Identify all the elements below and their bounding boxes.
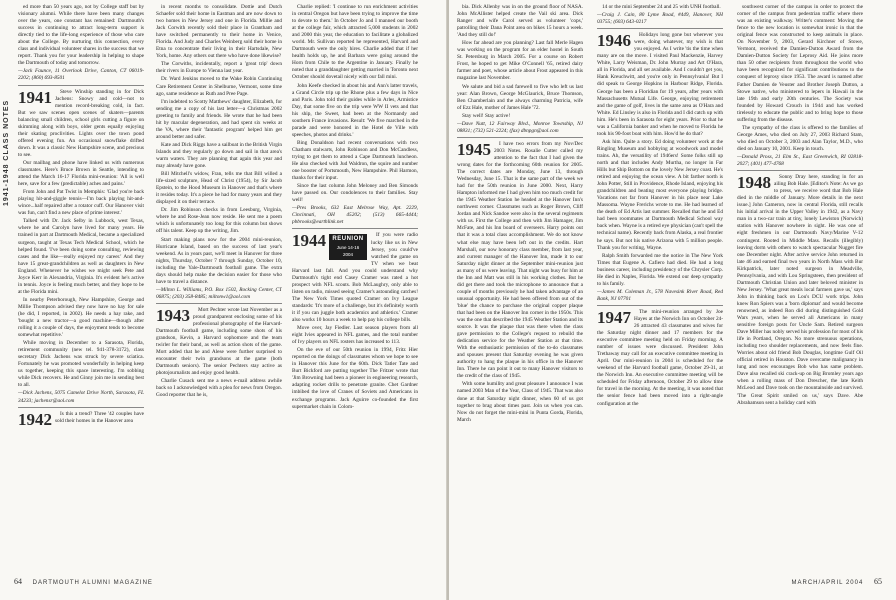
paragraph: Our mailbag and phone have linked us with numerous classmates. Here's Bruce Brown in Seattle, intending to attend the March 16-17 Florida mini-reunion: 'All is well here, save for a few (predictable) aches and pains.'	[18, 159, 144, 188]
right-page	[449, 0, 896, 600]
paragraph: Holidays long gone but wherever you were, doing whatever, my wish is that you enjoyed. As I write 'tis the time when many are on the move. I visited Paul Mackenzie, Harvey White, Larry Weisman, Dr. John Murray and Art O'Hara, all in Florida, and all set available. And I couldn't get you, Hank Kreuchwitt, and you're only in Pennsylvania! But I did speak to George Hopkins in Harbour Ridge, Florida. George has been a Floridian for 19 years, after years with Massachusetts Mutual Life. George, enjoying retirement and the game of golf, lives in the same area as O'Hara and White. Ed Linsley is also in Florida and I did catch up with him. He's been in Sarasota for eight years. Prior to that he was a California banker and when he moved to Florida he took his 90-foot boat with him. How'd he do that?	[597, 32, 723, 137]
signature: —Pres Brooks, 632 East Melrose Way, Apt. 2229, Cincinnati, OH 45202; (513) 665-4444; pbbrooks@earthlink.net	[292, 205, 418, 226]
right-column-1	[457, 4, 583, 571]
paragraph: Ralph Smith forwarded me the notice in The New York Times that Eugene A. Cafiero had died. He had a long business career, including presidency of the Chrysler Corp. He died in Naples, Florida. We extend our deep sympathy to his family.	[597, 252, 723, 287]
paragraph: I have two errors from my Nov/Dec 2003 Notes. Rosalie Cutter called my attention to the fact that I had given the wrong dates for the forthcoming 60th reunion for 2005. The correct dates are Monday, June 13, through Wednesday, June 15. That is the same part of the week we had for the 50th reunion in June 2000. Next, Harry Hampton informed me I had given him too much credit for the 1945 Weather Station he headed at the Hanover Inn's northwest corner. Classmates such as Roger Brown, Cliff Jordan and Nick Sandoe were also in the several regiments with us. First the College and then with Jim Hamager, Jim McFate, and his Inn board of overseers. Harry points out that it was a total class accomplishment. We do not know what else may have been left out in the credits. Hart Marshall, our now honorary class member, from last year, and current manager of the Hanover Inn, made it to our Saturday night dinner at the September mini-reunion just as many of us were leaving. That night was busy for him at the Inn and Matt was still in his working clothes. But he did get there and took the microphone to announce that a couple of months previously he had taken advantage of an unusual opportunity. He had been offered from out of the 'blue' the chance to purchase the original copper plaque that had been on the Hanover Inn corner in the 1950s. This was the one that described the 1945 Weather Station and its source. It was the plaque that was there when the class gave permission to the College's request to rebuild the dedication service for the Weather Station at that time. With the enthusiastic permission of the to-do classmates and spouses present that Saturday evening he was given authority to hang the plaque in his office in the Hanover Inn. There he can point it out to many Hanover visitors to the credit of the class of 1945.	[457, 140, 583, 380]
paragraph: Charlie Cusack sent me a news e-mail address awhile back so I acknowledged with a plea for news from Oregon. Good reporter that he is,	[156, 378, 282, 399]
reunion-badge	[329, 234, 367, 259]
right-column-2	[597, 4, 723, 571]
signature: —Milton L. Williams, P.O. Box 1502, Rocking Center, CT 06875; (203) 358-8485; miltonw1@aol.com	[156, 286, 282, 300]
left-page	[0, 0, 447, 600]
paragraph: Bill Mitchell's widow, Fran, tells me that Bill willed a life-sized sculpture, Head of Christ (1954), by Sir Jacob Epstein, to the Hood Museum in Hanover and that's where it resides today. It's a piece he had for many years and they displayed it on their terrace.	[156, 171, 282, 206]
divider	[18, 407, 144, 408]
divider	[457, 137, 583, 138]
paragraph: Bing Donaldson had recent conversations with two Chatham stalwarts, John Robinson and Don McCandless, trying to get them to attend a Cape Dartmouth luncheon. He also checked with Jud Waldron, the squire and number one booster of Portsmouth, New Hampshire. Phil Harmon, thanks for their input.	[292, 139, 418, 182]
signature: —Dave Nutt, 12 Fairway Blvd., Monroe Township, NJ 08831; (732) 521-2224; (fax) dbnpgn@aol.com	[457, 120, 583, 134]
divider	[737, 170, 863, 171]
paragraph: While moving in December to a Sarasota, Florida, retirement community (new tel. 941-378-3172), class secretary Dick Jachens was struck by severe sciatica. Fortunately he was promoted wonderfully in helping keep us together, keeping this space interesting. I'm sobbing while Dick recovers. He and Ginny join me in sending best to all.	[18, 340, 144, 389]
class-year-heading: 1943	[156, 305, 190, 325]
paragraph: The mini-reunion arranged by Joe Hayes at the Norwich Inn on October 24-26 attracted 43 classmates and wives for the Saturday night dinner and 17 members for the executive committee meeting held on Friday morning. A number of issues were discussed. President John Trethaway may call for an executive committee meeting in April. Our mini-reunion in 2004 is scheduled for the weekend of the Harvard football game, October 29-31, at the Norwich Inn. An executive committee meeting will be scheduled for Friday afternoon, October 29 to allow time for travel in the morning. At the meeting, it was noted that the senior fence had been moved into a right-angle configuration at the	[597, 308, 723, 407]
signature: —Craig J. Cain, 80 Lyme Road, #449, Hanover, NH 03755; (603) 643-0217	[597, 12, 723, 26]
paragraph: John Keefe checked in about his and Ann's latter travels, a Grand Circle trip up the Rhone plus a few days in Nice and Paris. John told their guides while in Arles, Armistice Day, that some five on the trip were WW II vets and that his ship, the Sweet, had been at the Normandy and southern France invasions. Result: 'We five marched in the parade and were honored in the Hotel de Ville with speeches, photos and drinks.'	[292, 82, 418, 138]
paragraph: Dr. Jim Robinson checks in from Leesburg, Virginia, where he and Rose-Jean now reside. He sent me a poem which is unfortunately too long for this column but shows off his talent. Keep up the writing, Jim.	[156, 207, 282, 235]
paragraph: The Corwiths, incidentally, report a 'great trip' down their rivers in Europe to Vienna last year.	[156, 61, 282, 75]
divider	[597, 305, 723, 306]
class-year-heading: 1942	[18, 409, 52, 429]
paragraph: southwest corner of the campus in order to protect the corner of the campus from pedestrian traffic where there was an existing walkway. Writer's comment: Moving the fence to the new location is somewhat ironic in that the original fence was constructed to keep animals in place. On November 9, 2003, Gerard Kirchner of Stowe, Vermont, received the Damien-Dutton Award from the Damien-Dutton Society for Leprosy Aid. He joins more than 50 other recipients from throughout the world who have been recognized for significant contributions to the conquest of leprosy since 1953. The award is named after Father Damien de Veuster and Brother Joseph Dutton, a Stowe native, who ministered to lepers in Hawaii in the late 19th and early 20th centuries. The Society was founded by Howard Crouch in 1944 and has worked tirelessly to educate the public and to bring hope to those suffering from the disease.	[737, 4, 863, 123]
paragraph: Steve Winship standing in for Dick Jachens: Snowy and cold—not to mention record-breaking cold, in fact. But we saw scenes open scenes of skaters—parents balancing small children, school girls cutting a figure on skimming along with boys, older gents equally enjoying their skating proclivities. Lights over the town pond offered evening fun. An occasional snowflake drifted down. It was a classic New Hampshire scene, and precious to see.	[18, 88, 144, 158]
paragraph: From John and Pat Twist in Memphis: 'Glad you're back playing hit-and-giggle tennis—I'm back playing hit-and-wince...half repaired after a rotator cuff. Our Hanover visit was fun, can't find a new place of prime interest.'	[18, 189, 144, 217]
signature: —Jack Faunce, 11 Overlook Drive, Canton, CT 06019-2202; (860) 693-8501	[18, 68, 144, 82]
class-year-heading: 1945	[457, 139, 491, 159]
paragraph: We salute and bid a sad farewell to five who left us last year: Alan Brown, George McGlaurick, Bruce Thomson, Ben Chamberlain and the always charming Patricia, wife of Ezz Hale, mother of James Hale '72.	[457, 83, 583, 111]
reunion-year: 2004	[342, 251, 353, 257]
magazine-title: DARTMOUTH ALUMNI MAGAZINE	[32, 580, 153, 586]
page-number: 65	[874, 577, 882, 586]
paragraph: Kate and Dick Riggs have a sailboat in the British Virgin Islands and they regularly go down and sail in that area's warm waters. They are planning that again this year and may already have gone.	[156, 141, 282, 170]
left-column-2	[156, 4, 282, 571]
page-number: 64	[14, 577, 22, 586]
left-column-1	[18, 4, 144, 571]
reunion-dates: June 14-16	[336, 244, 360, 250]
paragraph: How far ahead are you planning? Last fall Merle Hagen was working on the program for an elder hostel in South St. Petersburg in March 2005. For a course on Robert Frost, he hoped to get Mike O'Connell '65, retired dairy farmer and poet, whose article about Frost appeared in this magazine last November.	[457, 40, 583, 82]
paragraph: Sonny Dray here, standing in for an ailing Bob Hale. [Editor's Note: As we go to press, we receive word that Bob Hale died in the middle of January. More details in the next issue.] John Cameron, now in central Florida, still recalls his initial arrival in the Upper Valley in 1942, as a Navy man in a two-car train at tiny, lonely Lewiston (Norwich) station with Hanover nowhere in sight. He was one of eight freshmen in our Dartmouth Navy/Marine V-12 contingent. Rooted in Middle Mass. Recalls (illegibly) leaving dorm with others to watch spectacular Nugget fire one December night. After active service John returned in late 46 and earned final two years in North Mass with Bur Kirkpatrick, later noted surgeon in Meadville, Pennsylvania, and with Lou Springsteen, then president of Dartmouth Christian Union and later beloved minister in New Jersey. 'What great meals local farmers gave us,' says John in thinking back on Lou's DCU work trips. John knew Ron Spiers was a 'born diplomat' and would become renowned, as indeed Ron did during distinguished Gold Wars years, when he served all Americans in many sensitive foreign posts for Uncle Sam. Retired surgeon Dave Miller has nobly served his profession for most of his life in Portland, Oregon. No more strenuous operations, including two shoulder replacements, and now feels fine. Worries about old friend Bob Douglas, longtime Gulf Oil official retired in Houston. Dave overcame malignancy in lung and now encourages Bob who has same problem. Dave also recalled ski crack-up on Big Bromley years ago when a rolling mass of Don Drescher, the late Keith McLeod and Dave took on the mountainside and survived. 'The Great Spirit smiled on us,' says Dave. Abe Abrahamson sent a holiday card with	[737, 174, 863, 406]
right-column-3	[737, 4, 863, 571]
class-year-heading: 1941	[18, 87, 52, 107]
left-footer	[6, 577, 153, 586]
signature: —Donald Pross, 21 Elm St., East Greenwich, RI 02818-2027; (401) 477-4768	[737, 153, 863, 168]
class-year-heading: 1946	[597, 31, 631, 51]
paragraph: Is this a trend? Three '42 couples have sold their homes in the Hanover area	[55, 410, 144, 424]
divider	[292, 228, 418, 229]
paragraph: In nearby Peterborough, New Hampshire, George and Millie Thompson advised they now have no hay for sale (he did, I reported, in 2002). He needs a hay rake, and 'bought a new tractor—a good machine—though after rolling it a couple of days, the enjoyment tends to become somewhat repetitive.'	[18, 296, 144, 339]
paragraph: ed more than 50 years ago, not by College staff but by visionary alumni. While there have been many changes over the years, one constant has remained: Dartmouth's success in continuing to attract long-term support is directly tied to the life-long experience of those who care about the College. By nurturing this connection, every class and individual volunteer shares in the success that we report. Thank you for your leadership in helping to shape the Dartmouth of today and tomorrow.	[18, 4, 144, 67]
class-year-heading: 1947	[597, 307, 631, 327]
signature: —Dick Jachens, 5075 Camelot Drive North, Sarasota, FL 34233; jachensr@aol.com	[18, 390, 144, 404]
paragraph: I'm indebted to Scotty Matthews' daughter, Elizabeth, for sending me a copy of his last letter—a Christmas 2002 greeting to family and friends. He wrote that he had been hit by macular degeneration, and had spent six weeks at the VA, where their 'fantastic program' helped him get around better and safer.	[156, 98, 282, 140]
left-column-3	[292, 4, 418, 571]
paragraph: On the eve of our 50th reunion in 1994, Fritz Hier reported on the doings of classmates whom we hope to see in Hanover this June for the 60th. Dick Tatler Tate and Burt Bickford are putting together The Fritzer wrote that 'Jim Browning had been a pioneer in engineering research, adapting rocket drills to penetrate granite. Chet Gardner imbibed the love of Cranes of Soviets and Americans in exchange programs. Jack Aguirre co-founded the first supermarket chain in Colom-	[292, 347, 418, 410]
class-year-heading: 1944	[292, 231, 326, 251]
divider	[156, 303, 282, 304]
paragraph: bia. Dick Allenby was in on the ground floor of NASA. John McAllister helped create the Vail ski area. Dick Ranger and wife Carol served as volunteer 'cops,' patrolling their Dana Point area on bikes 15 hours a week. 'And they still do!'	[457, 4, 583, 39]
issue-date: MARCH/APRIL 2004	[791, 580, 864, 586]
paragraph: Talked with Dr. Jack Selby in Lubbock, west Texas, where he and Carolyn have lived for many years. He trained in part at Dartmouth Medical, became a specialized surgeon, taught at Texas Tech Medical School, which he helped found. 'I've been doing some consulting, reviewing cases and the like—really enjoyed my career.' And they have 15 great-grandchildren as well as daughters in New England. Whenever he wishes we might seek Pete and Joyce Kerr in Alexandria, Virginia. It's evident he's active in tennis. Joyce is feeling much better, and they hope to be at the Florida mini.	[18, 218, 144, 295]
paragraph: Stay well! Stay active!	[462, 112, 511, 119]
paragraph: The sympathy of the class is offered to the families of George Ames, who died on July 27, 2003 Richard Stam, who died on October 3, 2003 and Alan Taylor, M.D., who died on January 10, 2001. Keep in touch.	[737, 124, 863, 152]
signature: —James M. Coleman Jr., 578 Navesink River Road, Red Bank, NJ 07701	[597, 288, 723, 302]
paragraph: Start making plans now for the 2004 mini-reunion, Hurricane Island, based on the success of last year's weekend. As in years past, we'll meet in Hanover for three nights, Thursday, October 7 through Sunday, October 10, including the Yale-Dartmouth football game. The extra days should help make the decision easier for those who have to travel a distance.	[156, 236, 282, 285]
column-text	[18, 4, 144, 83]
paragraph: Mort Pechter wrote last November as a proud grandparent enclosing some of his professional photography of the Harvard-Dartmouth football game, including some shots of his grandson, Kevin, a Harvard sophomore and the team twirler for their band, as well as action shots of the game. Mort added that he and Alese were further surprised to encounter their twin grandsons at the game (both Dartmouth seniors). The senior Pechters stay active as photojournalists and enjoy good health.	[156, 306, 282, 377]
paragraph: Dr. Ward Jenkins moved to the Wake Robin Continuing Care Retirement Center in Shelburne, Vermont, some time ago, same residence as Ruth and Pree Page.	[156, 76, 282, 97]
reunion-label: REUNION	[332, 236, 364, 243]
class-year-heading: 1948	[737, 173, 771, 193]
right-footer	[792, 577, 890, 586]
divider	[18, 85, 144, 86]
paragraph: If you were radio lucky like us in New Jersey, you could've watched the game on TV when we beat Harvard last fall. And you could understand why Dartmouth's tight end Casey Cramer was rated a hot prospect with NFL scouts. Bob McLaughry, only able to listen on radio, missed seeing Cramer's astounding catches! The New York Times quoted Cramer on Ivy League standards: 'It's more of a challenge, but it's definitely worth it if you can juggle both academics and athletics.' Cramer also works 10 hours a week to help pay his college bills.	[292, 232, 418, 324]
paragraph: Charlie replied: 'I continue to run enrichment activities in central Oregon but have been trying to improve the time to devote to them.' In October Jo and I manned our booth at the college fair, which attracted 5,000 students in 2002 and 2000 this year, the education to facilitate a globalized world. Mr. Sullivan reported he represented, Harvard and Dartmouth were the only hires. Charlie added that if her health holds up, he and Barbara were going around the Horn from Chile to the Argentine in January. Finally he noted that a granddaughter getting married in Toronto next October should dovetail nicely with our fall mini.	[292, 4, 418, 81]
paragraph: in recent months to consolidate. Dottie and Dutch Schaefer sold their home in Eastman and are now down to two homes in New Jersey and one in Florida. Millie and Jack Corwith recently sold their place in Grantham and have switched permanently to their home in Venice, Florida. And Judy and Charles Weinberg sold their home in Etna to concentrate their living in their Hartsdale, New York, home. Any others out there who have done likewise?	[156, 4, 282, 60]
paragraph: Ask him. Quite a story. Ed doing volunteer work at the Ringling Museum and hobbying at woodwork and model trains. Ah, the versatility of 1946ers! Some folks still up north and that includes Andy Murtha, no longer in Far Hills but Ship Bottom on the lovely New Jersey coast. He's retired and enjoying the ocean view. A bit farther north is John Potter, Still in Providence, Rhode Island, enjoying his grandchildren and beating most everyone playing bridge. Vacations not far from Hanover in his place near Lake Massoma. Wayne Frerichs wrote to me. He had learned of the death of Ed Artis last summer. Recalled that he and Ed had been roommates at Dartmouth Medical School way back when. Wayne is a retired eye physician (can't spell the technical name). Recently back from Alaska, a real frontier he says. But not his native Arizona with 5 million people. Thank you for writing, Wayne.	[597, 138, 723, 251]
divider	[597, 28, 723, 29]
class-notes-side-label: 1941-1948 CLASS NOTES	[3, 99, 10, 206]
paragraph: Move over, Jay Fiedler. Last season players from all eight Ivies appeared in NFL games, and the total number of Ivy players on NFL rosters has increased to 113.	[292, 325, 418, 346]
paragraph: Since the last column John Meloney and Ben Simonds have passed on. Our condolences to their families. Stay well!	[292, 183, 418, 204]
paragraph: With some humility and great pleasure I announce I was named 2003 Man of the Year, Class of 1945. That was also done at that Saturday night dinner, when 60 of us got together to brag about times past. Join us when you can. Now do not forget the mini-mini in Punta Gorda, Florida, March	[457, 381, 583, 423]
paragraph: 14 or the mini September 24 and 25 with UNH football.	[602, 4, 721, 10]
